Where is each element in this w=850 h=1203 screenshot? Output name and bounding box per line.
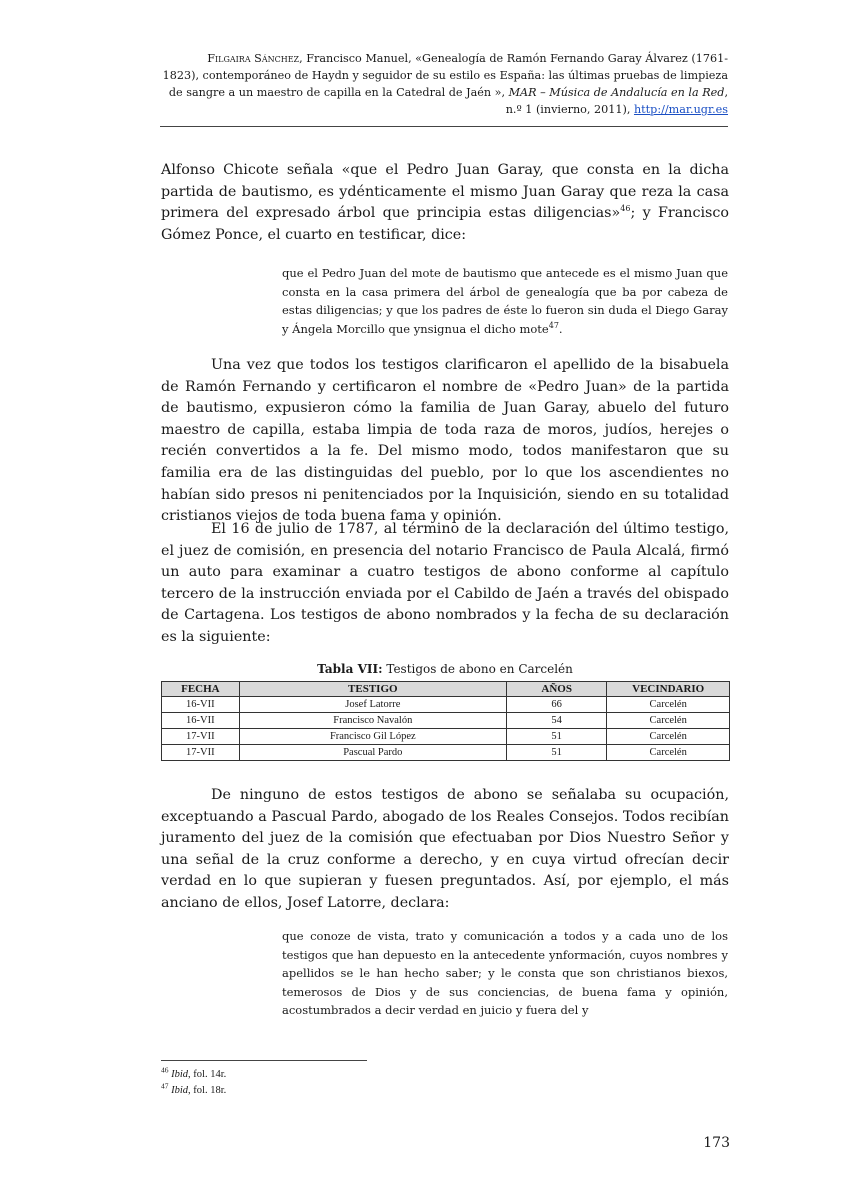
table-caption: [161, 662, 729, 676]
footnote-46: [161, 1065, 227, 1082]
header-witness: TESTIGO: [239, 682, 506, 697]
table-title: Testigos de abono en Carcelén: [386, 662, 573, 676]
cell-residence: Carcelén: [607, 745, 730, 761]
paragraph-1: [161, 160, 729, 246]
block-quote-1-text: que el Pedro Juan del mote de bautismo que antecede es el mismo Juan que consta en la casa primera del árbol de genealogía que ba por cabeza de estas diligencias; y que los padres de éste lo fueron sin duda el Diego Garay y Ángela Morcillo que ynsignua el dicho mote: [282, 266, 728, 336]
footnote-ref-47[interactable]: 47: [548, 320, 559, 330]
header-date: FECHA: [162, 682, 240, 697]
cell-witness: Francisco Gil López: [239, 729, 506, 745]
footnote-ibid: Ibid: [171, 1085, 189, 1096]
footnote-47: [161, 1081, 227, 1098]
cell-witness: Pascual Pardo: [239, 745, 506, 761]
table-label: Tabla VII:: [317, 662, 383, 676]
cell-date: 17-VII: [162, 729, 240, 745]
header-residence: VECINDARIO: [607, 682, 730, 697]
footnote-ibid: Ibid: [171, 1069, 189, 1080]
page-number: 173: [703, 1135, 730, 1151]
footnote-ref-46[interactable]: 46: [620, 204, 631, 214]
footnote-text: , fol. 14r.: [188, 1069, 227, 1080]
table-row: [162, 697, 730, 713]
table-header-row: [162, 682, 730, 697]
header-line-3: [160, 84, 728, 101]
paragraph-1-tail: ; y Francisco Gómez Ponce, el cuarto en testificar, dice:: [161, 205, 729, 243]
cell-residence: Carcelén: [607, 697, 730, 713]
cell-age: 54: [506, 713, 606, 729]
block-quote-2: que conoze de vista, trato y comunicación a todos y a cada uno de los testigos que han depuesto en la antecedente ynformación, cuyos nombres y apellidos se le han hecho saber; y le consta que son christianos biexos, temerosos de Dios y de sus conciencias, de buena fama y opinión, acostumbrados a decir verdad en juicio y fuera del y: [282, 929, 728, 1018]
journal-title: MAR – Música de Andalucía en la Red: [508, 86, 725, 99]
header-line-1-text: , Francisco Manuel, «Genealogía de Ramón Fernando Garay Álvarez (1761-: [299, 52, 728, 65]
citation-header: [160, 50, 728, 127]
cell-age: 66: [506, 697, 606, 713]
header-line-4: [160, 101, 728, 118]
table-row: [162, 713, 730, 729]
cell-date: 17-VII: [162, 745, 240, 761]
header-line-3-text: de sangre a un maestro de capilla en la Catedral de Jaén »,: [168, 86, 506, 99]
cell-date: 16-VII: [162, 713, 240, 729]
cell-witness: Josef Latorre: [239, 697, 506, 713]
table-row: [162, 745, 730, 761]
footnote-rule: [161, 1060, 367, 1061]
table-row: [162, 729, 730, 745]
header-issue: n.º 1 (invierno, 2011),: [505, 103, 631, 116]
header-rule: [160, 120, 728, 127]
journal-link[interactable]: http://mar.ugr.es: [633, 103, 728, 116]
cell-age: 51: [506, 745, 606, 761]
cell-witness: Francisco Navalón: [239, 713, 506, 729]
footnote-text: , fol. 18r.: [188, 1085, 227, 1096]
paragraph-3: El 16 de julio de 1787, al término de la declaración del último testigo, el juez de comisión, en presencia del notario Francisco de Paula Alcalá, firmó un auto para examinar a cuatro testigos de abono conforme al capítulo tercero de la instrucción enviada por el Cabildo de Jaén a través del obispado de Cartagena. Los testigos de abono nombrados y la fecha de su declaración es la siguiente:: [161, 521, 729, 645]
witnesses-table: [161, 681, 730, 761]
header-line-1: [160, 50, 728, 67]
cell-age: 51: [506, 729, 606, 745]
cell-residence: Carcelén: [607, 713, 730, 729]
cell-residence: Carcelén: [607, 729, 730, 745]
header-age: AÑOS: [506, 682, 606, 697]
footnote-number: 46: [161, 1065, 169, 1075]
footnote-number: 47: [161, 1081, 169, 1091]
paragraph-2: Una vez que todos los testigos clarificaron el apellido de la bisabuela de Ramón Fernando y certificaron el nombre de «Pedro Juan» de la partida de bautismo, expusieron cómo la familia de Juan Garay, abuelo del futuro maestro de capilla, estaba limpia de toda raza de moros, judíos, herejes o recién convertidos a la fe. Del mismo modo, todos manifestaron que su familia era de las distinguidas del pueblo, por lo que los ascendientes no habían sido presos ni penitenciados por la Inquisición, siendo en su totalidad cristianos viejos de toda buena fama y opinión.: [161, 357, 729, 525]
paragraph-1-text: Alfonso Chicote señala «que el Pedro Juan Garay, que consta en la dicha partida de bautismo, es ydénticamente el mismo Juan Garay que reza la casa primera del expresado árbol que principia estas diligencias»: [161, 162, 729, 222]
cell-date: 16-VII: [162, 697, 240, 713]
header-line-2: 1823), contemporáneo de Haydn y seguidor de su estilo es España: las últimas pruebas de limpieza: [162, 69, 728, 82]
header-line-3-end: ,: [724, 86, 728, 99]
block-quote-1: [282, 264, 728, 338]
paragraph-4: De ninguno de estos testigos de abono se señalaba su ocupación, exceptuando a Pascual Pardo, abogado de los Reales Consejos. Todos recibían juramento del juez de la comisión que efectuaban por Dios Nuestro Señor y una señal de la cruz conforme a derecho, y en cuya virtud ofrecían decir verdad en lo que supieran y fuesen preguntados. Así, por ejemplo, el más anciano de ellos, Josef Latorre, declara:: [161, 787, 729, 911]
header-author: Filgaira Sánchez: [207, 52, 300, 65]
block-quote-1-end: .: [558, 321, 563, 336]
